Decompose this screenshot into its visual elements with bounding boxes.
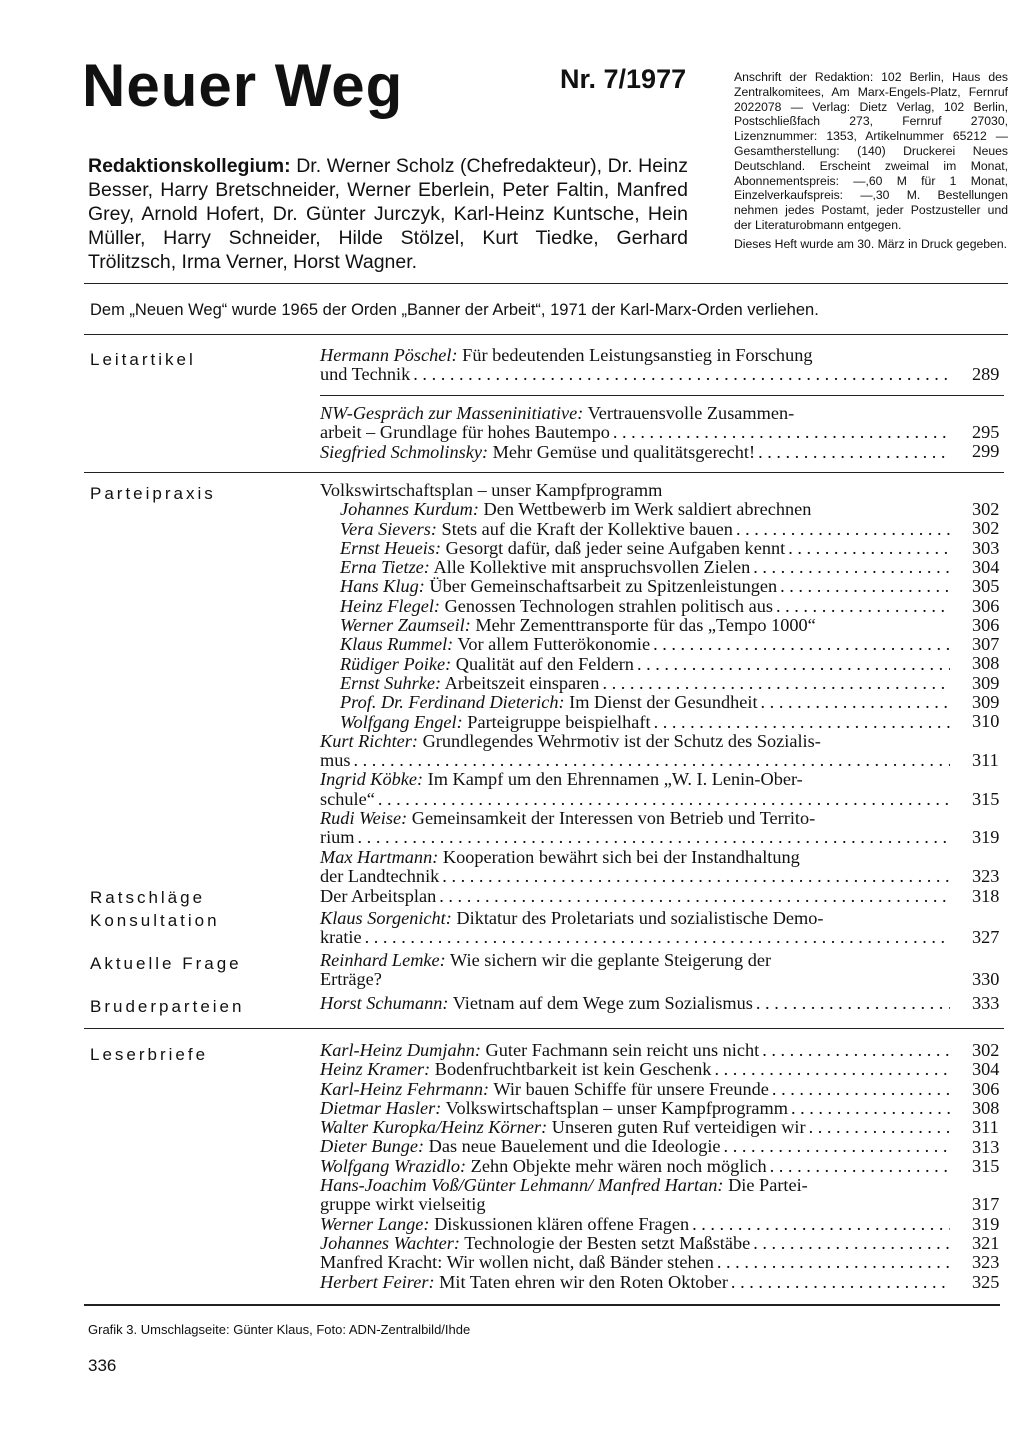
entry-title: Volkswirtschaftsplan – unser Kampfprogramm [441, 1097, 788, 1118]
entry-author: Klaus Rummel: [340, 634, 454, 655]
leader-dots [756, 994, 950, 1013]
entry-title: Technologie der Besten setzt Maßstäbe [459, 1232, 751, 1253]
divider-leitartikel [320, 395, 1004, 396]
entry-title: Vor allem Futterökonomie [453, 634, 651, 655]
entry-title: der Landtechnik [320, 865, 440, 886]
entry-author: Kurt Richter: [320, 730, 418, 751]
toc-entry-line [320, 1195, 950, 1214]
toc-entry-line [320, 1176, 950, 1195]
entry-author: Ernst Heueis: [340, 537, 442, 558]
toc-entry-line [320, 693, 950, 712]
leader-dots [753, 1234, 950, 1253]
toc-entry-line [320, 539, 950, 558]
entry-title: Wie sichern wir die geplante Steigerung der [445, 950, 772, 970]
entry-title: Die Partei- [723, 1175, 808, 1196]
toc-entry-line [320, 1041, 950, 1060]
page-number: 318 [972, 887, 1000, 906]
leader-dots [613, 423, 950, 442]
entry-title: Diktatur des Proletariats und sozialistische Demo- [451, 908, 824, 928]
entry-title: Alle Kollektive mit anspruchsvollen Zielen [429, 557, 751, 578]
toc-entry-line [320, 404, 950, 423]
toc-entry-line [320, 1080, 950, 1099]
entry-author: Hermann Pöschel: [320, 345, 458, 365]
section-bruderparteien: Bruderparteien [90, 997, 245, 1016]
page-number: 319 [972, 1215, 1000, 1234]
entry-title: Manfred Kracht: Wir wollen nicht, daß Bänder stehen [320, 1252, 714, 1273]
page-number: 302 [972, 500, 1000, 519]
page-number: 295 [972, 423, 1000, 442]
toc-entry-line [320, 713, 950, 732]
entry-title: Erträge? [320, 969, 382, 990]
entry-author: Siegfried Schmolinsky: [320, 441, 489, 462]
page-number: 302 [972, 1041, 1000, 1060]
toc-bruderparteien [320, 994, 950, 1013]
entry-title: Unseren guten Ruf verteidigen wir [547, 1117, 806, 1138]
section-parteipraxis: Parteipraxis [90, 484, 216, 503]
entry-author: Wolfgang Engel: [340, 711, 463, 732]
leader-dots [791, 1099, 950, 1118]
entry-author: Johannes Wachter: [320, 1232, 460, 1253]
toc-entry-line [320, 1099, 950, 1118]
page-number: 327 [972, 928, 1000, 947]
toc-entry-line [320, 423, 950, 442]
leader-dots [654, 713, 950, 732]
toc-entry-line [320, 635, 950, 654]
entry-author: Heinz Flegel: [340, 595, 441, 616]
page-number: 304 [972, 1060, 1000, 1079]
leader-dots [809, 1118, 950, 1137]
page-number: 315 [972, 1157, 1000, 1176]
entry-author: Vera Sievers: [340, 518, 437, 539]
toc-entry-line [320, 1215, 950, 1234]
entry-title: Grundlegendes Wehrmotiv ist der Schutz des Sozialis- [418, 730, 821, 751]
entry-author: Walter Kuropka/Heinz Körner: [320, 1117, 548, 1138]
entry-author: Klaus Sorgenicht: [320, 908, 452, 928]
print-note: Dieses Heft wurde am 30. März in Druck gegeben. [734, 236, 1007, 251]
leader-dots [776, 597, 950, 616]
entry-title: Im Dienst der Gesundheit [564, 692, 758, 713]
page-number: 330 [972, 970, 1000, 989]
toc-entry-line [320, 1253, 950, 1272]
leader-dots [772, 1080, 950, 1099]
entry-author: Werner Zaumseil: [340, 615, 471, 636]
entry-title: gruppe wirkt vielseitig [320, 1194, 486, 1215]
section-konsultation: Konsultation [90, 911, 220, 930]
toc-entry-line [320, 1273, 950, 1292]
page-number: 333 [972, 994, 1000, 1013]
toc-entry-line [320, 674, 950, 693]
toc-entry-line [320, 828, 950, 847]
entry-author: Heinz Kramer: [320, 1059, 431, 1080]
entry-title: Wir bauen Schiffe für unsere Freunde [489, 1078, 769, 1099]
toc-entry-line [320, 500, 950, 519]
page-number: 317 [972, 1195, 1000, 1214]
section-leitartikel: Leitartikel [90, 350, 196, 369]
entry-title: Guter Fachmann sein reicht uns nicht [480, 1040, 760, 1060]
entry-author: Rüdiger Poike: [340, 653, 452, 674]
leader-dots [365, 928, 950, 947]
address-text: Anschrift der Redaktion: 102 Berlin, Haus des Zentralkomitees, Am Marx-Engels-Platz, Fernruf 2022078 — Verlag: Dietz Verlag, 102 Berlin, Postschließfach 273, Fernruf 27030, Lizenznummer: 1353, Artikelnummer 65212 — Gesamtherstellung: (140) Druckerei Neues Deutschland. Erscheint zweimal im Monat, Abonnementspreis: —,60 M für 1 Monat, Einzelverkaufspreis: —,30 M. Bestellungen nehmen jedes Postamt, jeder Postzusteller und der Literaturobmann entgegen. [734, 70, 1008, 232]
entry-author: Erna Tietze: [340, 557, 430, 578]
leader-dots [714, 1060, 950, 1079]
toc-group-heading: Volkswirtschaftsplan – unser Kampfprogramm [320, 480, 663, 500]
toc-entry-line [320, 770, 950, 789]
entry-author: Karl-Heinz Fehrmann: [320, 1078, 490, 1099]
magazine-title: Neuer Weg [82, 52, 404, 119]
entry-title: Genossen Technologen strahlen politisch aus [440, 595, 773, 616]
page-folio: 336 [88, 1356, 117, 1375]
toc-entry-line [320, 616, 950, 635]
page-number: 325 [972, 1273, 1000, 1292]
toc-entry-line [320, 655, 950, 674]
leader-dots [780, 577, 950, 596]
leader-dots [762, 1041, 950, 1060]
toc-entry-line [320, 558, 950, 577]
entry-title: Vertrauensvolle Zusammen- [583, 403, 795, 423]
toc-entry-line [320, 928, 950, 947]
leader-dots [736, 520, 950, 539]
toc-entry-line [320, 994, 950, 1013]
toc-entry-line [320, 732, 950, 751]
leader-dots [442, 867, 950, 886]
entry-title: Das neue Bauelement und die Ideologie [424, 1136, 721, 1157]
page-number: 315 [972, 790, 1000, 809]
page-number: 304 [972, 558, 1000, 577]
toc-entry-line [320, 346, 950, 365]
entry-title: Gemeinsamkeit der Interessen von Betrieb und Territo- [407, 808, 816, 829]
toc-entry-line [320, 443, 950, 462]
entry-author: Reinhard Lemke: [320, 950, 446, 970]
leader-dots [653, 635, 950, 654]
leader-dots [358, 828, 950, 847]
entry-author: Dieter Bunge: [320, 1136, 425, 1157]
toc-entry-line [320, 809, 950, 828]
toc-parteipraxis [320, 481, 950, 886]
entry-title: Im Kampf um den Ehrennamen „W. I. Lenin-Ober- [423, 769, 803, 790]
leader-dots [692, 1215, 950, 1234]
page-number: 302 [972, 519, 1000, 538]
page-number: 308 [972, 654, 1000, 673]
entry-title: schule“ [320, 788, 375, 809]
entry-title: Für bedeutenden Leistungsanstieg in Forschung [457, 345, 813, 365]
page-number: 310 [972, 712, 1000, 731]
leader-dots [717, 1253, 950, 1272]
entry-title: kratie [320, 927, 362, 948]
entry-author: Karl-Heinz Dumjahn: [320, 1040, 481, 1060]
toc-entry-line [320, 1060, 950, 1079]
entry-author: Herbert Feirer: [320, 1271, 435, 1292]
entry-title: mus [320, 750, 351, 771]
page-number: 307 [972, 635, 1000, 654]
entry-title: Mehr Zementtransporte für das „Tempo 1000“ [470, 615, 816, 636]
page-number: 321 [972, 1234, 1000, 1253]
entry-author: Ingrid Köbke: [320, 769, 424, 790]
toc-konsultation [320, 909, 950, 948]
toc-entry-line [320, 1137, 950, 1156]
toc-entry-line [320, 790, 950, 809]
entry-title: Der Arbeitsplan [320, 886, 437, 906]
entry-title: rium [320, 827, 355, 848]
entry-title: Zehn Objekte mehr wären noch möglich [466, 1155, 767, 1176]
toc-entry-line [320, 1234, 950, 1253]
toc-entry-line [320, 751, 950, 770]
entry-author: Prof. Dr. Ferdinand Dieterich: [340, 692, 565, 713]
toc-entry-line [320, 1157, 950, 1176]
leader-dots [761, 693, 950, 712]
entry-title: Vietnam auf dem Wege zum Sozialismus [448, 993, 753, 1013]
page-number: 308 [972, 1099, 1000, 1118]
leader-dots [378, 790, 950, 809]
board-label: Redaktionskollegium: [88, 155, 291, 177]
entry-title: Diskussionen klären offene Fragen [429, 1213, 690, 1234]
editorial-board [88, 154, 688, 274]
entry-title: Stets auf die Kraft der Kollektive bauen [436, 518, 733, 539]
entry-title: Qualität auf den Feldern [451, 653, 634, 674]
toc-entry-line [320, 909, 950, 928]
board-members: Dr. Werner Scholz (Chefredakteur), Dr. Heinz Besser, Harry Bretschneider, Werner Eberlein, Peter Faltin, Manfred Grey, Arnold Hofert, Dr. Günter Jurczyk, Karl-Heinz Kuntsche, Hein Müller, Harry Schneider, Hilde Stölzel, Kurt Tiedke, Gerhard Trölitzsch, Irma Verner, Horst Wagner. [88, 155, 688, 273]
entry-author: Dietmar Hasler: [320, 1097, 442, 1118]
page-number: 323 [972, 1253, 1000, 1272]
entry-title: Gesorgt dafür, daß jeder seine Aufgaben kennt [441, 537, 786, 558]
entry-author: Ernst Suhrke: [340, 672, 442, 693]
leader-dots [724, 1137, 950, 1156]
toc-entry-line [320, 520, 950, 539]
entry-title: Mehr Gemüse und qualitätsgerecht! [488, 441, 756, 462]
entry-author: Rudi Weise: [320, 808, 408, 829]
award-note: Dem „Neuen Weg“ wurde 1965 der Orden „Banner der Arbeit“, 1971 der Karl-Marx-Orden verliehen. [90, 301, 819, 319]
entry-title: Über Gemeinschaftsarbeit zu Spitzenleistungen [424, 576, 778, 597]
leader-dots [753, 558, 950, 577]
editorial-address [734, 70, 1008, 252]
page-number: 311 [972, 1118, 999, 1137]
page-number: 323 [972, 867, 1000, 886]
page-number: 309 [972, 693, 1000, 712]
leader-dots [439, 887, 950, 906]
leader-dots [788, 539, 950, 558]
entry-title: Den Wettbewerb im Werk saldiert abrechnen [478, 499, 812, 520]
toc-entry-line [320, 887, 950, 906]
page-number: 311 [972, 751, 999, 770]
toc-aktuelle-frage [320, 951, 950, 990]
entry-title: arbeit – Grundlage für hohes Bautempo [320, 422, 610, 443]
toc-ratschlaege [320, 887, 950, 906]
page-number: 319 [972, 828, 1000, 847]
toc-leitartikel [320, 346, 950, 385]
entry-title: und Technik [320, 364, 411, 385]
entry-title: Kooperation bewährt sich bei der Instandhaltung [438, 846, 800, 867]
section-ratschlaege: Ratschläge [90, 888, 206, 907]
divider-leserbriefe [84, 1028, 1004, 1029]
entry-title: Bodenfruchtbarkeit ist kein Geschenk [430, 1059, 712, 1080]
page-number: 309 [972, 674, 1000, 693]
entry-author: Hans Klug: [340, 576, 425, 597]
divider-orden [84, 334, 1008, 335]
entry-title: Mit Taten ehren wir den Roten Oktober [434, 1271, 728, 1292]
toc-entry-line [320, 848, 950, 867]
toc-entry-line [320, 577, 950, 596]
toc-entry-line [320, 1118, 950, 1137]
section-aktuelle-frage: Aktuelle Frage [90, 954, 242, 973]
toc-entry-line [320, 365, 950, 384]
entry-author: NW-Gespräch zur Masseninitiative: [320, 403, 584, 423]
section-leserbriefe: Leserbriefe [90, 1045, 209, 1064]
graphic-credit: Grafik 3. Umschlagseite: Günter Klaus, Foto: ADN-Zentralbild/Ihde [88, 1322, 471, 1337]
entry-author: Max Hartmann: [320, 846, 439, 867]
issue-number: Nr. 7/1977 [560, 64, 687, 94]
leader-dots [637, 655, 950, 674]
leader-dots [770, 1157, 950, 1176]
page-number: 303 [972, 539, 1000, 558]
entry-title: Parteigruppe beispielhaft [462, 711, 651, 732]
toc-entry-line [320, 951, 950, 970]
leader-dots [353, 751, 950, 770]
toc-entry-line [320, 597, 950, 616]
page-number: 306 [972, 1080, 1000, 1099]
divider-top [84, 283, 1008, 284]
leader-dots [758, 443, 950, 462]
page-number: 313 [972, 1138, 1000, 1157]
toc-leserbriefe [320, 1041, 950, 1292]
leader-dots [602, 674, 950, 693]
entry-author: Werner Lange: [320, 1213, 430, 1234]
page-number: 299 [972, 442, 1000, 461]
toc-leitartikel-2 [320, 404, 950, 462]
entry-author: Johannes Kurdum: [340, 499, 479, 520]
leader-dots [731, 1273, 950, 1292]
entry-author: Horst Schumann: [320, 993, 449, 1013]
toc-entry-line [320, 867, 950, 886]
leader-dots [413, 365, 950, 384]
entry-author: Hans-Joachim Voß/Günter Lehmann/ Manfred Hartan: [320, 1175, 724, 1196]
toc-entry-line [320, 970, 950, 989]
entry-title: Arbeitszeit einsparen [441, 672, 600, 693]
divider-bottom [84, 1304, 1000, 1306]
page-number: 305 [972, 577, 1000, 596]
page-number: 306 [972, 597, 1000, 616]
divider-parteipraxis [84, 472, 1004, 473]
entry-author: Wolfgang Wrazidlo: [320, 1155, 467, 1176]
page-number: 306 [972, 616, 1000, 635]
page-number: 289 [972, 365, 1000, 384]
